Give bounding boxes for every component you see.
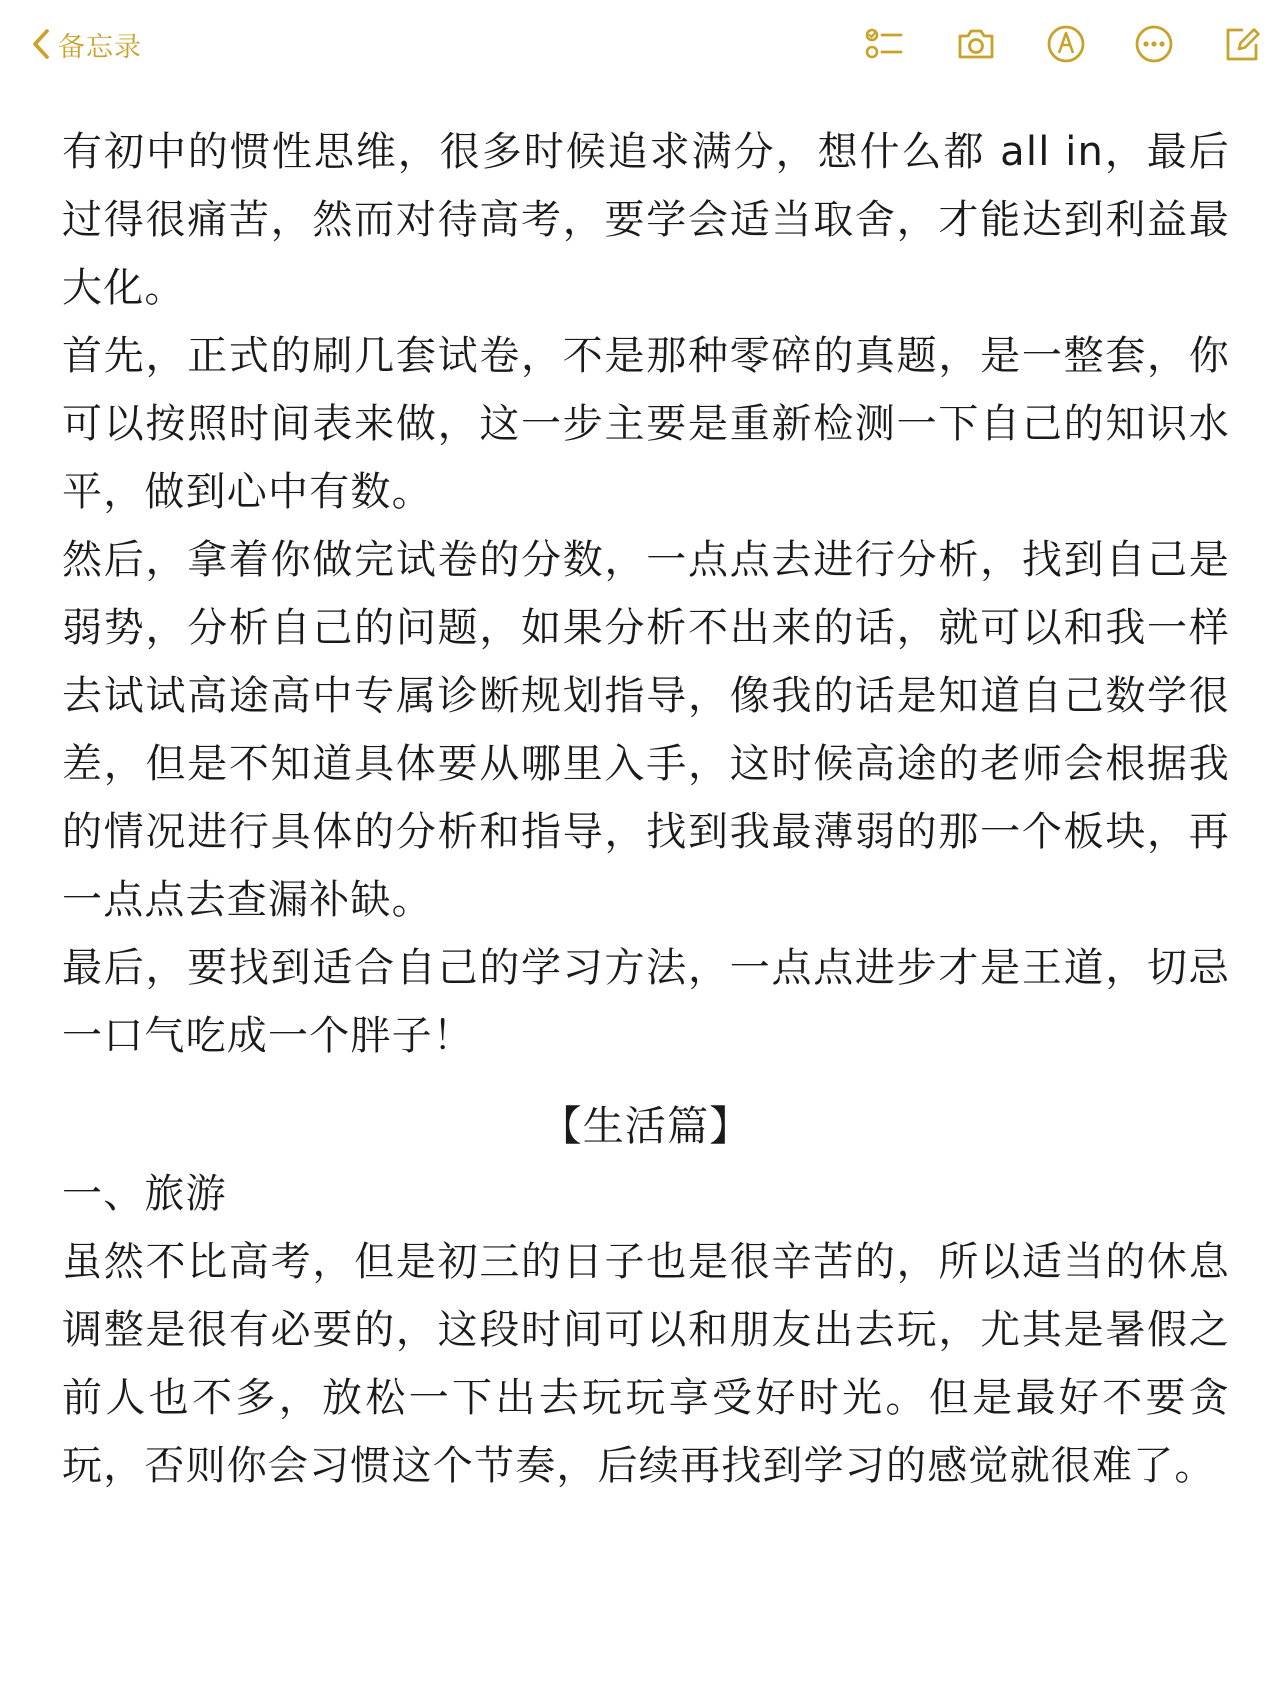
note-paragraph: 最后，要找到适合自己的学习方法，一点点进步才是王道，切忌一口气吃成一个胖子！: [62, 945, 1230, 1059]
more-button[interactable]: [1132, 22, 1176, 66]
compose-icon: [1221, 23, 1263, 65]
chevron-left-icon: [30, 27, 52, 61]
checklist-icon: [863, 23, 905, 65]
note-paragraph: 然后，拿着你做完试卷的分数，一点点去进行分析，找到自己是弱势，分析自己的问题，如果分析不出来的话，就可以和我一样去试试高途高中专属诊断规划指导，像我的话是知道自己数学很差，但是不知道具体要从哪里入手，这时候高途的老师会根据我的情况进行具体的分析和指导，找到我最薄弱的那一个板块，再一点点去查漏补缺。: [62, 537, 1230, 923]
notes-toolbar: [0, 0, 1280, 90]
camera-icon: [955, 23, 997, 65]
checklist-button[interactable]: [862, 22, 906, 66]
camera-button[interactable]: [954, 22, 998, 66]
back-label: 备忘录: [58, 31, 142, 63]
compose-button[interactable]: [1220, 22, 1264, 66]
note-paragraph: 虽然不比高考，但是初三的日子也是很辛苦的，所以适当的休息调整是很有必要的，这段时间可以和朋友出去玩，尤其是暑假之前人也不多，放松一下出去玩玩享受好时光。但是最好不要贪玩，否则你会习惯这个节奏，后续再找到学习的感觉就很难了。: [62, 1239, 1230, 1489]
back-button[interactable]: [30, 24, 142, 64]
note-paragraph: 有初中的惯性思维，很多时候追求满分，想什么都 all in，最后过得很痛苦，然而对待高考，要学会适当取舍，才能达到利益最大化。: [62, 129, 1230, 311]
more-icon: [1133, 23, 1175, 65]
subheading: 一、旅游: [62, 1171, 227, 1217]
markup-pen-icon: [1045, 23, 1087, 65]
section-title: 【生活篇】: [540, 1102, 752, 1150]
markup-button[interactable]: [1044, 22, 1088, 66]
note-body[interactable]: [62, 118, 1230, 1500]
note-paragraph: 首先，正式的刷几套试卷，不是那种零碎的真题，是一整套，你可以按照时间表来做，这一步主要是重新检测一下自己的知识水平，做到心中有数。: [62, 333, 1230, 515]
